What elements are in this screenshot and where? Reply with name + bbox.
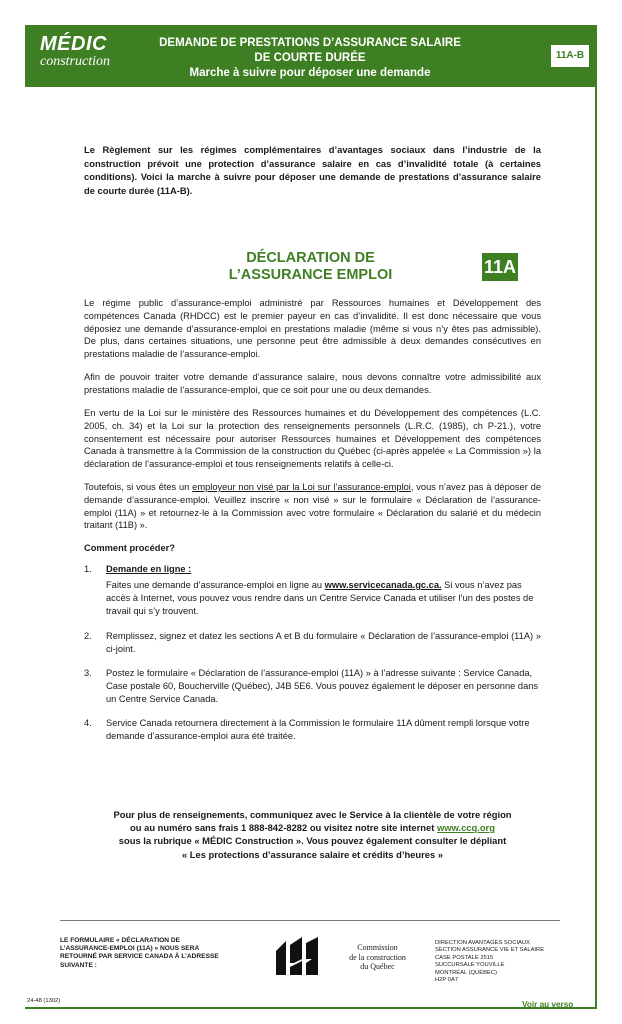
logo-line-2: construction [40,54,110,69]
return-notice: LE FORMULAIRE « DÉCLARATION DE L’ASSURANCE-EMPLOI (11A) » NOUS SERA RETOURNÉ PAR SERVICE CANADA À L’ADRESSE SUIVANTE : [60,937,219,969]
contact-line-2 [84,821,541,834]
servicecanada-link[interactable]: www.servicecanada.gc.ca. [324,580,442,590]
step-1-text-b: Si vous n’avez pas accès à Internet, vous pouvez vous rendre dans un Centre Service Canada et utiliser l’un des postes de travail qui s’y trouvent. [106,580,534,616]
intro-paragraph: Le Règlement sur les régimes complémentaires d’avantages sociaux dans l’industrie de la construction prévoit une protection d’assurance salaire en cas d’invalidité totale (à certaines conditions). Voici la marche à suivre pour déposer une demande de prestations d’assurance salaire de courte durée (11A-B). [84,144,541,196]
step-1-number: 1. [84,564,92,574]
contact-line-3: sous la rubrique « MÉDIC Construction ». Vous pouvez également consulter le dépliant [118,835,507,847]
logo-line-1: MÉDIC [40,33,107,55]
step-1-title-text: Demande en ligne : [106,564,192,574]
step-3-number: 3. [84,668,92,678]
ccq-name-line-1: Commission [357,943,398,952]
title-line-3: Marche à suivre pour déposer une demande [189,67,431,79]
address-line-1: DIRECTION AVANTAGES SOCIAUX [435,940,531,946]
ccq-name-line-2: de la construction [349,952,406,962]
section-title-line-2: L’ASSURANCE EMPLOI [228,267,393,283]
how-to-heading: Comment procéder? [84,543,175,553]
paragraph-4-part-b: , vous n’avez pas à déposer de demande d’assurance-emploi. Veuillez inscrire « non visé » sur le formulaire « Déclaration de l’assurance-emploi (11A) » et retournez-le à la Commission avec votre formulaire « Déclaration du salarié et du médecin traitant (11B) ». [84,482,541,531]
contact-line-2-text: ou au numéro sans frais 1 888-842-8282 ou visitez notre site internet [130,822,437,834]
paragraph-4-part-a: Toutefois, si vous êtes un [84,482,193,492]
contact-line-4: « Les protections d’assurance salaire et crédits d’heures » [181,848,444,860]
form-code-badge: 11A-B [551,45,589,67]
title-line-2: DE COURTE DURÉE [254,52,366,64]
ccq-name [330,943,425,972]
contact-line-1: Pour plus de renseignements, communiquez avec le Service à la clientèle de votre région [113,809,512,820]
ccq-name-line-3: du Québec [360,962,395,972]
step-2-text: Remplissez, signez et datez les sections A et B du formulaire « Déclaration de l’assurance-emploi (11A) » ci-joint. [106,631,541,654]
step-3-text: Postez le formulaire « Déclaration de l’assurance-emploi (11A) » à l’adresse suivante : Service Canada, Case postale 60, Boucherville (Québec), J4B 5E6. Vous pouvez également le déposer en personne dans un Centre Service Canada. [106,668,539,704]
step-1-text [106,579,541,617]
section-title-line-1: DÉCLARATION DE [246,250,375,266]
step-1-text-a: Faites une demande d’assurance-emploi en ligne au [106,580,325,590]
mailing-address [435,940,575,984]
address-line-4: SUCCURSALE YOUVILLE [435,962,505,969]
address-line-2: SECTION ASSURANCE VIE ET SALAIRE [435,947,545,954]
contact-info [84,808,541,861]
step-1-title [106,563,541,576]
medic-logo [40,34,120,78]
title-line-1: DEMANDE DE PRESTATIONS D’ASSURANCE SALAIRE [159,37,461,49]
paragraph-3: En vertu de la Loi sur le ministère des Ressources humaines et du Développement des compétences (L.C. 2005, ch. 34) et la Loi sur la protection des renseignements personnels (L.R.C. (1985), ch P-21.), votre consentement est nécessaire pour autoriser Ressources humaines et Développement des compétences Canada à transmettre à la Commission de la construction du Québec (ci-après appelée « La Commission ») la déclaration de l’assurance-emploi et tous renseignements relatifs à celle-ci. [84,408,541,470]
address-line-3: CASE POSTALE 2515 [435,954,494,961]
step-4-number: 4. [84,718,92,728]
paragraph-1: Le régime public d’assurance-emploi administré par Ressources humaines et Développement des compétences Canada (RHDCC) est le premier payeur en cas d’invalidité. Il est donc nécessaire que vous déposiez une demande d’assurance-emploi en prestations maladie (même si vous n’y êtes pas admissible). De plus, dans certaines situations, une personne peut être admissible à deux demandes consécutives en prestations maladie de l’assurance-emploi. [84,298,541,360]
paragraph-4 [84,481,541,532]
step-4-text: Service Canada retournera directement à la Commission le formulaire 11A dûment rempli lorsque votre demande d’assurance-emploi aura été traitée. [106,718,530,741]
ccq-logo-icon [272,935,324,979]
address-line-6: H2P 0A7 [435,977,459,984]
footer-divider [60,920,560,921]
section-title [213,250,408,284]
paragraph-4-underlined: employeur non visé par la Loi sur l’assurance-emploi [192,482,411,492]
address-line-5: MONTRÉAL (QUÉBEC) [435,969,497,976]
paragraph-2: Afin de pouvoir traiter votre demande d’assurance salaire, nous devons connaître votre admissibilité aux prestations maladie de l’assurance-emploi, que ce soit pour une ou deux demandes. [84,372,541,395]
ccq-website-link[interactable]: www.ccq.org [436,822,495,834]
document-title [135,36,485,81]
see-reverse-note: Voir au verso [522,1000,574,1009]
section-badge: 11A [482,253,518,281]
form-number: 24-48 (1302) [27,998,61,1004]
step-2-number: 2. [84,631,92,641]
